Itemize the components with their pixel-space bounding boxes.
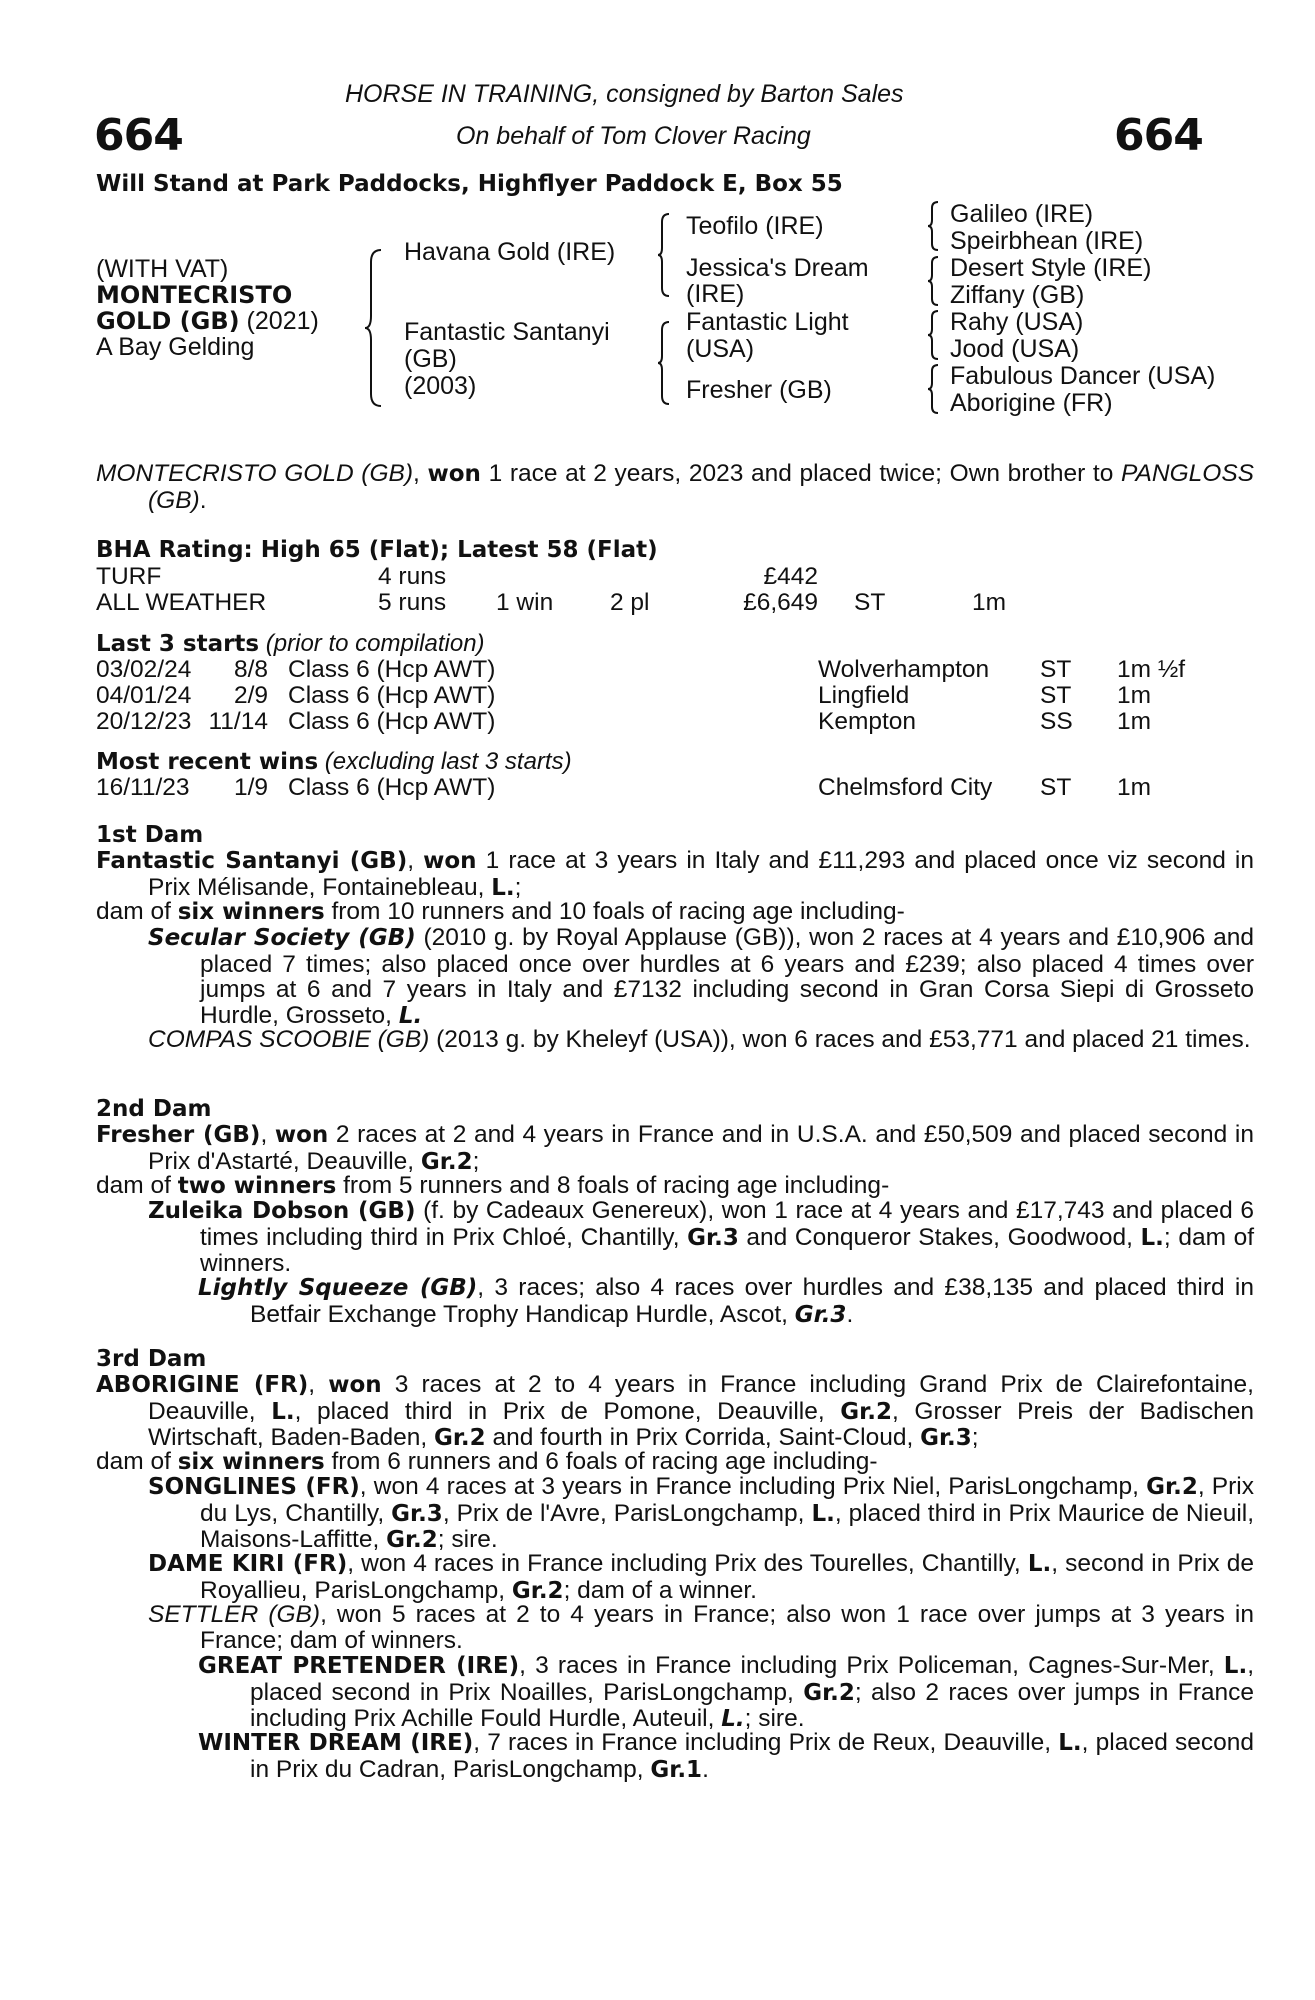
sire: Havana Gold (IRE) — [404, 238, 616, 266]
bha-row-surface: TURF — [96, 563, 162, 590]
dam2-record: Fresher (GB), won 2 races at 2 and 4 years in France and in U.S.A. and £50,509 and placed second in Prix d'Astarté, Deauville, Gr.2; — [96, 1121, 1254, 1175]
bha-row-prize: £6,649 — [743, 589, 818, 616]
dam-sire-line1: Fantastic Light — [686, 308, 849, 336]
dam-line2: (GB) — [404, 345, 457, 373]
sire-dam-line2: (IRE) — [686, 280, 745, 308]
dam2-heading: 2nd Dam — [96, 1096, 212, 1122]
last3-row-distance: 1m — [1117, 708, 1152, 735]
dam-sire-line2: (USA) — [686, 335, 755, 363]
gg-sss: Galileo (IRE) — [950, 200, 1094, 228]
dam3-produce: dam of six winners from 6 runners and 6 foals of racing age including- — [96, 1448, 878, 1475]
last3-row-race: Class 6 (Hcp AWT) — [288, 708, 496, 735]
brace-g4 — [926, 363, 940, 415]
recent-row-course: Chelmsford City — [818, 774, 993, 801]
gg-ssd: Speirbhean (IRE) — [950, 227, 1144, 255]
sire-brace — [656, 212, 672, 298]
dam1-record: Fantastic Santanyi (GB), won 1 race at 3 years in Italy and £11,293 and placed once viz second in Prix Mélisande, Fontainebleau, L.; — [96, 847, 1254, 901]
dam-brace — [656, 320, 672, 406]
dam3-progeny-1: SONGLINES (FR), won 4 races at 3 years in France including Prix Niel, ParisLongchamp, Gr.2, Prix du Lys, Chantilly, Gr.3, Prix de l'Avre, ParisLongchamp, L., placed third in Prix Maurice de Nieuil, Maisons-Laffitte, Gr.2; sire. — [148, 1473, 1255, 1553]
last3-row-going: ST — [1040, 656, 1072, 683]
dam2-produce: dam of two winners from 5 runners and 8 foals of racing age including- — [96, 1172, 890, 1199]
horse-summary: MONTECRISTO GOLD (GB), won 1 race at 2 years, 2023 and placed twice; Own brother to PANGLOSS (GB). — [96, 460, 1254, 514]
horse-description: A Bay Gelding — [96, 333, 255, 361]
vat-note: (WITH VAT) — [96, 255, 229, 283]
bha-row-placed: 2 pl — [610, 589, 650, 616]
last3-row-date: 04/01/24 — [96, 682, 192, 709]
last3-row-course: Wolverhampton — [818, 656, 990, 683]
vendor-line: On behalf of Tom Clover Racing — [456, 122, 811, 150]
dam3-progeny-2: DAME KIRI (FR), won 4 races in France including Prix des Tourelles, Chantilly, L., second in Prix de Royallieu, ParisLongchamp, Gr.2; dam of a winner. — [148, 1550, 1254, 1604]
brace-g1 — [926, 200, 940, 252]
dam3-grandchild-1: GREAT PRETENDER (IRE), 3 races in France including Prix Policeman, Cagnes-Sur-Mer, L., placed second in Prix Noailles, ParisLongchamp, Gr.2; also 2 races over jumps in France including Prix Achille Fould Hurdle, Auteuil, L.; sire. — [198, 1652, 1255, 1732]
last3-row-going: SS — [1040, 708, 1073, 735]
dam3-heading: 3rd Dam — [96, 1346, 207, 1372]
bha-row-surface: ALL WEATHER — [96, 589, 267, 616]
gg-dsd: Jood (USA) — [950, 335, 1080, 363]
last3-row-pos: 8/8 — [233, 656, 268, 683]
last3-heading: Last 3 starts (prior to compilation) — [96, 630, 485, 657]
horse-year: (2021) — [239, 307, 319, 335]
sire-sire: Teofilo (IRE) — [686, 212, 824, 240]
dam1-progeny-2: COMPAS SCOOBIE (GB) (2013 g. by Kheleyf (USA)), won 6 races and £53,771 and placed 21 times. — [148, 1026, 1251, 1053]
last3-row-pos: 2/9 — [233, 682, 268, 709]
recent-row-pos: 1/9 — [233, 774, 268, 801]
lot-number-right: 664 — [1114, 110, 1203, 161]
horse-name-line1: MONTECRISTO — [96, 281, 293, 309]
last3-row-race: Class 6 (Hcp AWT) — [288, 656, 496, 683]
dam3-progeny-3: SETTLER (GB), won 5 races at 2 to 4 years in France; also won 1 race over jumps at 3 years in France; dam of winners. — [148, 1601, 1255, 1654]
recent-heading: Most recent wins (excluding last 3 starts) — [96, 748, 572, 775]
stand-location: Will Stand at Park Paddocks, Highflyer Paddock E, Box 55 — [96, 171, 843, 197]
gg-sds: Desert Style (IRE) — [950, 254, 1152, 282]
last3-row-going: ST — [1040, 682, 1072, 709]
last3-row-pos: 11/14 — [208, 708, 268, 735]
dam-line3: (2003) — [404, 372, 477, 400]
horse-name: GOLD (GB) — [96, 307, 240, 335]
dam-dam: Fresher (GB) — [686, 376, 832, 404]
dam3-record: ABORIGINE (FR), won 3 races at 2 to 4 years in France including Grand Prix de Clairefontaine, Deauville, L., placed third in Prix de Pomone, Deauville, Gr.2, Grosser Preis der Badischen Wirtschaft, Baden-Baden, Gr.2 and fourth in Prix Corrida, Saint-Cloud, Gr.3; — [96, 1371, 1254, 1451]
last3-row-race: Class 6 (Hcp AWT) — [288, 682, 496, 709]
recent-row-going: ST — [1040, 774, 1072, 801]
last3-row-date: 03/02/24 — [96, 656, 192, 683]
pedigree-brace — [363, 248, 385, 408]
bha-row-prize: £442 — [763, 563, 818, 590]
dam3-grandchild-2: WINTER DREAM (IRE), 7 races in France including Prix de Reux, Deauville, L., placed second in Prix du Cadran, ParisLongchamp, Gr.1. — [198, 1729, 1254, 1783]
dam1-heading: 1st Dam — [96, 822, 204, 848]
bha-row-wins: 1 win — [496, 589, 554, 616]
bha-rating: BHA Rating: High 65 (Flat); Latest 58 (Flat) — [96, 537, 658, 563]
gg-dds: Fabulous Dancer (USA) — [950, 362, 1216, 390]
sire-dam-line1: Jessica's Dream — [686, 254, 869, 282]
last3-row-course: Lingfield — [818, 682, 910, 709]
recent-row-date: 16/11/23 — [96, 774, 190, 801]
bha-row-distance: 1m — [972, 589, 1007, 616]
dam2-grandchild-1: Lightly Squeeze (GB), 3 races; also 4 races over hurdles and £38,135 and placed third in Betfair Exchange Trophy Handicap Hurdle, Ascot, Gr.3. — [198, 1274, 1254, 1328]
dam2-progeny-1: Zuleika Dobson (GB) (f. by Cadeaux Genereux), won 1 race at 4 years and £17,743 and placed 6 times including third in Prix Chloé, Chantilly, Gr.3 and Conqueror Stakes, Goodwood, L.; dam of winners. — [148, 1197, 1255, 1277]
dam-line1: Fantastic Santanyi — [404, 318, 610, 346]
horse-name-line2 — [96, 308, 319, 335]
brace-g3 — [926, 309, 940, 361]
brace-g2 — [926, 255, 940, 307]
recent-row-race: Class 6 (Hcp AWT) — [288, 774, 496, 801]
gg-sdd: Ziffany (GB) — [950, 281, 1085, 309]
bha-row-runs: 4 runs — [378, 563, 447, 590]
dam1-produce: dam of six winners from 10 runners and 10 foals of racing age including- — [96, 898, 905, 925]
gg-ddd: Aborigine (FR) — [950, 389, 1113, 417]
last3-row-distance: 1m — [1117, 682, 1152, 709]
last3-row-date: 20/12/23 — [96, 708, 192, 735]
consignment-line: HORSE IN TRAINING, consigned by Barton Sales — [345, 80, 904, 108]
gg-dss: Rahy (USA) — [950, 308, 1084, 336]
last3-row-distance: 1m ½f — [1117, 656, 1186, 683]
recent-row-distance: 1m — [1117, 774, 1152, 801]
bha-row-runs: 5 runs — [378, 589, 447, 616]
lot-number-left: 664 — [94, 110, 183, 161]
dam1-progeny-1: Secular Society (GB) (2010 g. by Royal Applause (GB)), won 2 races at 4 years and £10,906 and placed 7 times; also placed once over hurdles at 6 years and £239; also placed 4 times over jumps at 6 and 7 years in Italy and £7132 including second in Gran Corsa Siepi di Grosseto Hurdle, Grosseto, L. — [148, 924, 1255, 1029]
last3-row-course: Kempton — [818, 708, 917, 735]
bha-row-going: ST — [854, 589, 886, 616]
